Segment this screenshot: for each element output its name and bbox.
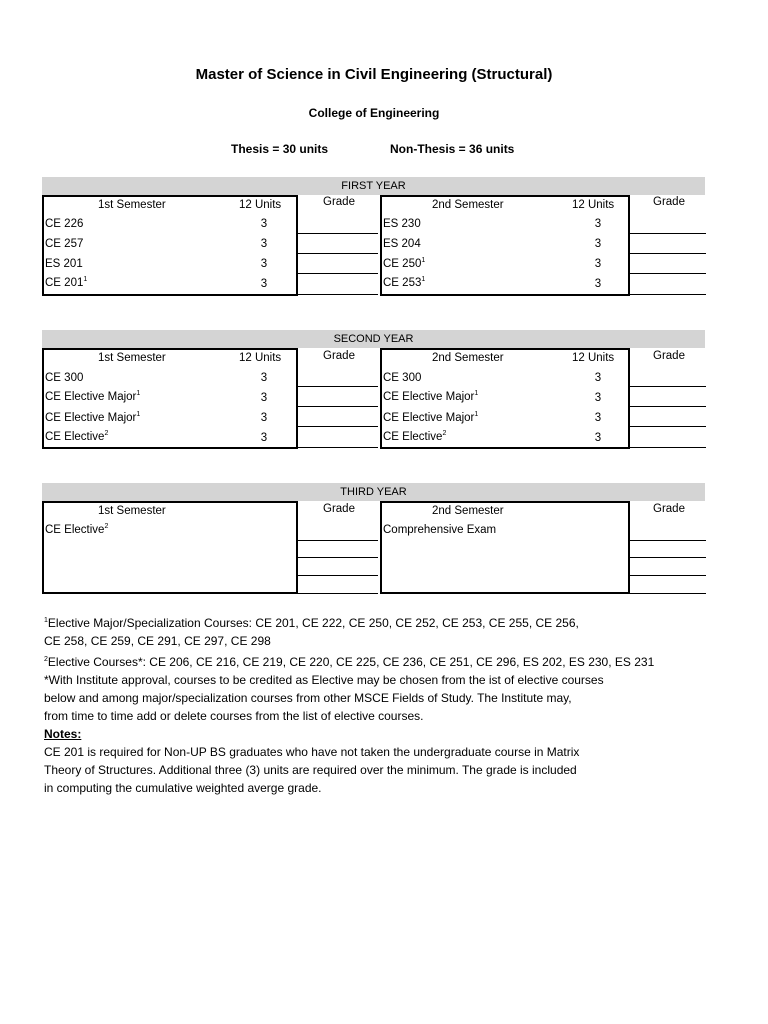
units-header: 12 Units (572, 352, 615, 364)
grade-line (298, 593, 378, 594)
course-units: 3 (594, 412, 602, 424)
grade-line (298, 386, 378, 387)
grade-line (298, 557, 378, 558)
grade-line (298, 294, 378, 295)
non-thesis-units: Non-Thesis = 36 units (390, 142, 515, 156)
year-band-third: THIRD YEAR (42, 483, 705, 501)
grade-line (630, 294, 706, 295)
course-row: CE $201^1$ (45, 276, 88, 289)
grade-line (298, 540, 378, 541)
course-units: 3 (260, 258, 268, 270)
grade-line (298, 233, 378, 234)
sem-header: 2nd Semester (432, 199, 504, 211)
grade-line (298, 253, 378, 254)
course-units: 3 (594, 392, 602, 404)
grade-line (298, 406, 378, 407)
course-row: Comprehensive Exam (383, 524, 497, 536)
grade-line (630, 273, 706, 274)
course-row: CE 300 (383, 372, 422, 384)
course-row: CE Elective$^2$ (45, 523, 109, 536)
grade-line (298, 426, 378, 427)
units-header: 12 Units (239, 199, 282, 211)
thesis-units: Thesis = 30 units (231, 142, 329, 156)
grade-line (630, 426, 706, 427)
course-row: CE Elective Major$^1$ (45, 411, 141, 424)
sem-header: 1st Semester (98, 352, 166, 364)
sem-header: 1st Semester (98, 199, 166, 211)
course-units: 3 (594, 278, 602, 290)
course-units: 3 (260, 412, 268, 424)
course-units: 3 (260, 392, 268, 404)
course-row: ES 230 (383, 218, 421, 230)
grade-line (630, 447, 706, 448)
course-row: CE Elective Major$^1$ (383, 411, 479, 424)
course-row: CE Elective Major$^1$ (383, 390, 479, 403)
college-name: College of Engineering (308, 106, 440, 120)
course-units: 3 (260, 218, 268, 230)
course-units: 3 (594, 238, 602, 250)
grade-header: Grade (323, 350, 355, 362)
course-row: CE 226 (45, 218, 84, 230)
footnote-elective: $^2$Elective Courses*: CE 206, CE 216, CE 219, CE 220, CE 225, CE 236, CE 251, CE 296, ES 202, ES 230, ES 231 *With Institute approval, courses to be credited as Elective may be chosen from the ist of elective courses below and among major/specialization courses from other MSCE Fields of Study. The Institute may, from time to time add or delete courses from the list of elective courses. Notes: CE 201 is required for Non-UP BS graduates who have not taken the undergraduate course in Matrix Theory of Structures. Additional three (3) units are required over the minimum. The grade is included in computing the cumulative weighted averge grade. (44, 655, 655, 795)
sem-header: 2nd Semester (432, 505, 504, 517)
grade-line (630, 575, 706, 576)
course-units: 3 (594, 372, 602, 384)
course-row: ES 201 (45, 258, 83, 270)
course-row: CE $250^1$ (383, 257, 426, 270)
sem-header: 2nd Semester (432, 352, 504, 364)
grade-line (630, 253, 706, 254)
footnote-elective-major: $^1$Elective Major/Specialization Courses: CE 201, CE 222, CE 250, CE 252, CE 253, CE 255, CE 256, CE 258, CE 259, CE 291, CE 297, CE 298 (44, 616, 579, 648)
grade-line (298, 575, 378, 576)
grade-header: Grade (323, 196, 355, 208)
course-units: 3 (260, 278, 268, 290)
sem-header: 1st Semester (98, 505, 166, 517)
grade-line (630, 593, 706, 594)
course-units: 3 (594, 258, 602, 270)
grade-line (298, 447, 378, 448)
notes-label: Notes: (44, 727, 82, 741)
grade-header: Grade (653, 350, 685, 362)
course-row: CE Elective$^2$ (45, 430, 109, 443)
course-units: 3 (260, 432, 268, 444)
third-year-sem1-box (42, 501, 298, 594)
course-units: 3 (260, 372, 268, 384)
grade-header: Grade (653, 196, 685, 208)
grade-line (630, 557, 706, 558)
course-row: CE $253^1$ (383, 276, 426, 289)
grade-line (298, 273, 378, 274)
grade-line (630, 540, 706, 541)
grade-header: Grade (323, 503, 355, 515)
year-band-first: FIRST YEAR (42, 177, 705, 195)
units-header: 12 Units (572, 199, 615, 211)
page-title: Master of Science in Civil Engineering (Structural) (195, 66, 553, 83)
third-year-sem2-box (380, 501, 630, 594)
course-units: 3 (260, 238, 268, 250)
course-row: ES 204 (383, 238, 421, 250)
course-units: 3 (594, 432, 602, 444)
course-row: CE 300 (45, 372, 84, 384)
grade-line (630, 386, 706, 387)
grade-line (630, 233, 706, 234)
course-row: CE 257 (45, 238, 84, 250)
grade-header: Grade (653, 503, 685, 515)
units-header: 12 Units (239, 352, 282, 364)
course-units: 3 (594, 218, 602, 230)
year-band-second: SECOND YEAR (42, 330, 705, 348)
grade-line (630, 406, 706, 407)
course-row: CE Elective Major$^1$ (45, 390, 141, 403)
course-row: CE Elective$^2$ (383, 430, 447, 443)
